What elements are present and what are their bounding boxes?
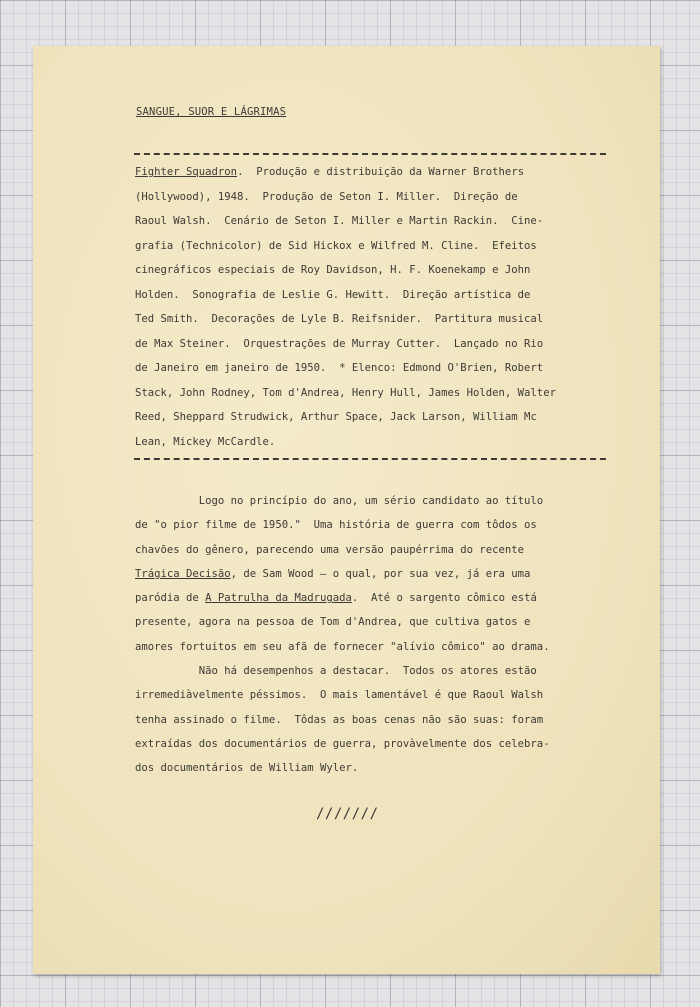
credits-line: Stack, John Rodney, Tom d'Andrea, Henry Hull, James Holden, Walter (135, 386, 556, 399)
closing-mark: /////// (316, 806, 379, 822)
credits-line: grafia (Technicolor) de Sid Hickox e Wilfred M. Cline. Efeitos (135, 239, 537, 252)
review-line: presente, agora na pessoa de Tom d'Andrea, que cultiva gatos e (135, 616, 531, 629)
original-title: Fighter Squadron (135, 166, 238, 178)
credits-line: cinegráficos especiais de Roy Davidson, H. F. Koenekamp e John (135, 264, 531, 276)
review-line: Não há desempenhos a destacar. Todos os atores estão (135, 665, 537, 677)
credits-line: Holden. Sonografia de Leslie G. Hewitt. Direção artística de (135, 288, 531, 301)
review-line: Trágica Decisão, de Sam Wood — o qual, por sua vez, já era uma (135, 567, 531, 580)
bottom-divider (134, 458, 606, 460)
review-paragraph-2 (135, 659, 550, 780)
review-line: dos documentários de William Wyler. (135, 762, 359, 775)
review-line: tenha assinado o filme. Tôdas as boas cenas não são suas: foram (135, 713, 544, 726)
credits-line: de Max Steiner. Orquestrações de Murray Cutter. Lançado no Rio (135, 337, 544, 350)
review-line: chavões do gênero, parecendo uma versão paupérrima do recente (135, 543, 525, 556)
credits-line: Reed, Sheppard Strudwick, Arthur Space, Jack Larson, William Mc (135, 411, 537, 423)
review-line: paródia de A Patrulha da Madrugada. Até o sargento cômico está (135, 592, 537, 605)
review-line: de "o pior filme de 1950." Uma história de guerra com tôdos os (135, 519, 537, 532)
credits-line: (Hollywood), 1948. Produção de Seton I. Miller. Direção de (135, 190, 518, 203)
top-divider (134, 153, 606, 155)
credits-line: Lean, Mickey McCardle. (135, 435, 276, 448)
credits-line: Fighter Squadron. Produção e distribuição da Warner Brothers (135, 166, 525, 178)
typewritten-page (33, 46, 660, 974)
credits-block (135, 160, 556, 454)
review-paragraph-1 (135, 489, 550, 659)
review-line: irremediàvelmente péssimos. O mais lamentável é que Raoul Walsh (135, 689, 544, 702)
credits-line: de Janeiro em janeiro de 1950. * Elenco: Edmond O'Brien, Robert (135, 362, 544, 374)
credits-line: Ted Smith. Decorações de Lyle B. Reifsnider. Partitura musical (135, 313, 544, 325)
review-line: Logo no princípio do ano, um sério candidato ao título (135, 495, 544, 507)
film-reference-tragica-decisao: Trágica Decisão (135, 567, 231, 580)
review-line: extraídas dos documentários de guerra, provàvelmente dos celebra- (135, 737, 550, 750)
review-line: amores fortuitos em seu afã de fornecer "alívio cômico" ao drama. (135, 640, 550, 653)
credits-line: Raoul Walsh. Cenário de Seton I. Miller e Martin Rackin. Cine- (135, 215, 544, 227)
document-title: SANGUE, SUOR E LÁGRIMAS (136, 106, 287, 118)
film-reference-patrulha: A Patrulha da Madrugada (205, 592, 352, 605)
